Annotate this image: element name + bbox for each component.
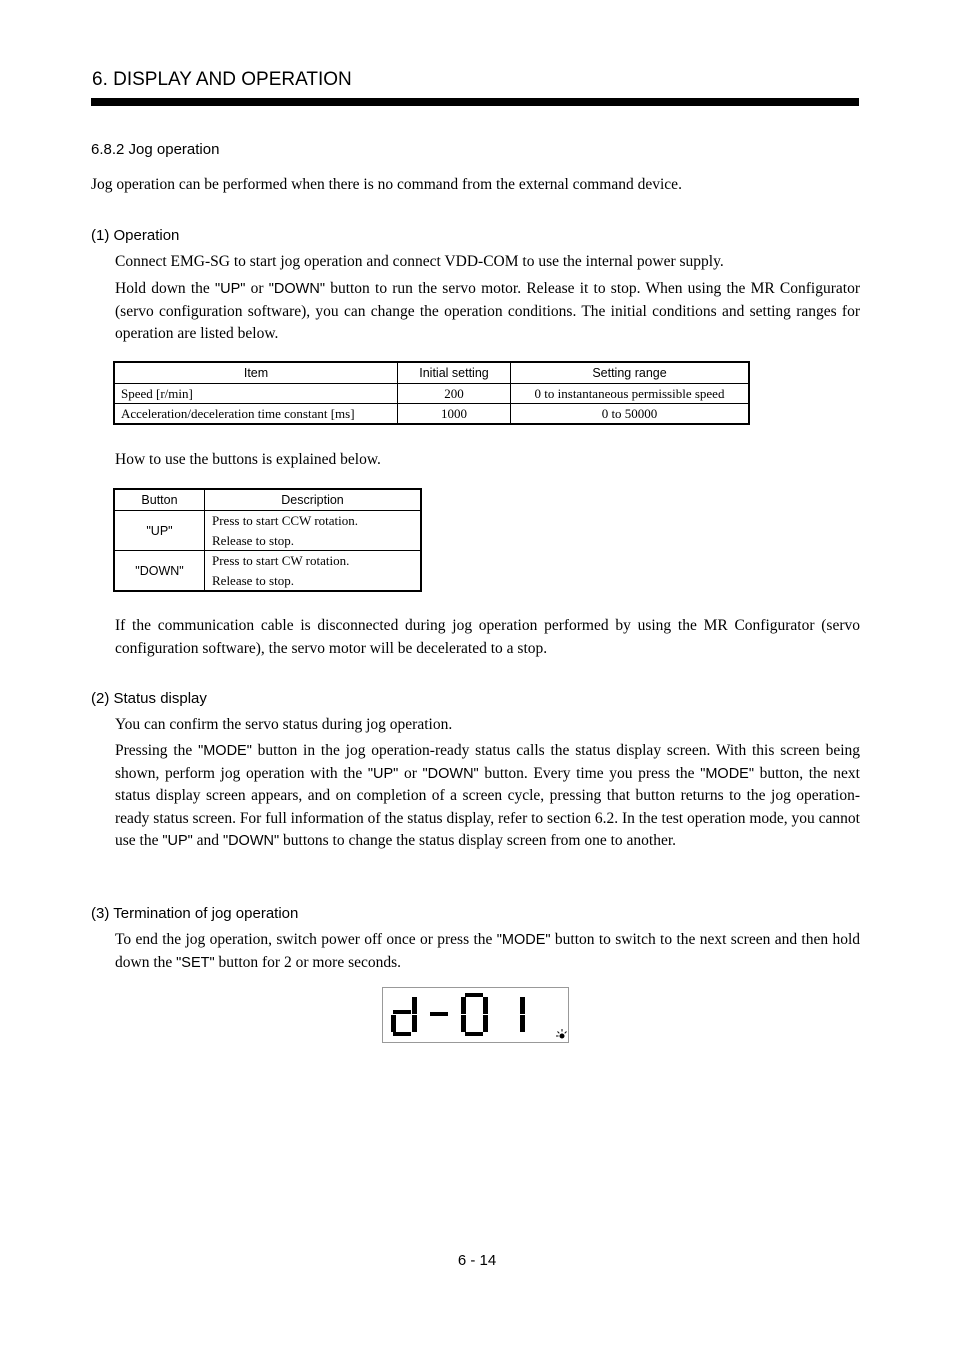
cell-button: "UP" [114, 511, 205, 551]
table-header-row [114, 362, 749, 384]
operation-para3: If the communication cable is disconnected during jog operation performed by using the MR Configurator (servo configuration software), the servo motor will be decelerated to a stop. [115, 617, 860, 657]
button-description-table [113, 488, 422, 592]
cell-range: 0 to instantaneous permissible speed [511, 384, 750, 404]
col-header-button: Button [114, 489, 205, 511]
termination-para: To end the jog operation, switch power off once or press the "MODE" button to switch to the next screen and then hold down the "SET" button for 2 or more seconds. [115, 931, 860, 971]
table-row [114, 384, 749, 404]
page-number: 6 - 14 [457, 1252, 497, 1269]
cell-range: 0 to 50000 [511, 404, 750, 425]
header-rule [91, 98, 859, 106]
operation-heading: (1) Operation [91, 227, 180, 244]
section-title: 6.8.2 Jog operation [91, 141, 220, 158]
section-intro: Jog operation can be performed when there is no command from the external command device. [91, 176, 682, 193]
col-header-initial: Initial setting [398, 362, 511, 384]
table-row [114, 404, 749, 425]
cell-item: Acceleration/deceleration time constant [ms] [114, 404, 398, 425]
table-row [114, 511, 421, 551]
cell-description: Press to start CCW rotation. Release to stop. [205, 511, 422, 551]
cell-item: Speed [r/min] [114, 384, 398, 404]
table-row [114, 551, 421, 592]
cell-initial: 1000 [398, 404, 511, 425]
cell-initial: 200 [398, 384, 511, 404]
operation-para2: Hold down the "UP" or "DOWN" button to run the servo motor. Release it to stop. When using the MR Configurator (servo configuration software), you can change the operation conditions. The initial conditions and setting ranges for operation are listed below. [115, 280, 860, 343]
operation-para1: Connect EMG-SG to start jog operation and connect VDD-COM to use the internal power supply. [115, 253, 724, 270]
cell-description: Press to start CW rotation. Release to stop. [205, 551, 422, 592]
chapter-title: 6. DISPLAY AND OPERATION [92, 69, 352, 90]
cell-button: "DOWN" [114, 551, 205, 592]
seven-segment-display [382, 987, 569, 1043]
status-para2: Pressing the "MODE" button in the jog operation-ready status calls the status display screen. With this screen being shown, perform jog operation with the "UP" or "DOWN" button. Every time you press the "MODE" button, the next status display screen appears, and on completion of a screen cycle, pressing that button returns to the jog operation-ready status screen. For full information of the status display, refer to section 6.2. In the test operation mode, you cannot use the "UP" and "DOWN" buttons to change the status display screen from one to another. [115, 742, 861, 850]
status-heading: (2) Status display [91, 690, 207, 707]
table-header-row [114, 489, 421, 511]
operation-conditions-table [113, 361, 750, 425]
col-header-item: Item [114, 362, 398, 384]
status-para1: You can confirm the servo status during jog operation. [115, 716, 453, 733]
col-header-description: Description [205, 489, 422, 511]
termination-heading: (3) Termination of jog operation [91, 905, 299, 922]
buttons-intro: How to use the buttons is explained below. [115, 451, 381, 468]
display-readout-graphic [383, 988, 568, 1042]
col-header-range: Setting range [511, 362, 750, 384]
